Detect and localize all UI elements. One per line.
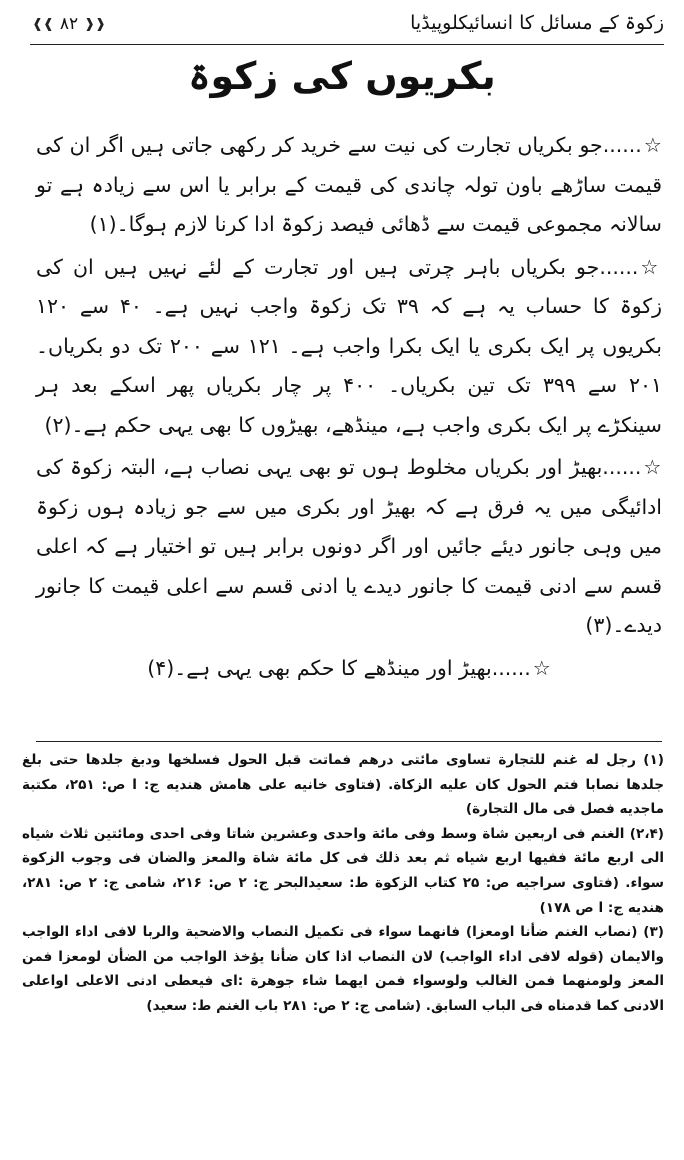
header-divider (30, 44, 664, 45)
book-title: زکوۃ کے مسائل کا انسائیکلوپیڈیا (410, 12, 664, 34)
paragraph-2 (36, 248, 662, 446)
footnote-3: (۳) (نصاب الغنم ضأنا اومعزا) فانهما سواء فى تكميل النصاب والاضحية والربا لافى اداء الواجب والايمان (قوله لافى اداء الواجب) لان النصاب اذا كان ضأنا يؤخذ الواجب من الضأن لومعزا فمن المعز ولومنهما فمن الغالب ولوسواء فمن ايهما شاء جوهرة :اى فيعطى ادنى الاعلى اواعلى الادنى كما قدمناه فى الباب السابق. (شامى ج: ۲ ص: ۲۸۱ باب الغنم ط: سعيد) (22, 924, 664, 1014)
star-icon: ☆ (532, 655, 551, 680)
chapter-title: بکریوں کی زکوۃ (188, 54, 496, 98)
page-number-box (30, 10, 108, 38)
footnote-1: (۱) رجل له غنم للتجارة تساوى مائتى درهم فماتت قبل الحول فسلخها ودبغ جلدها حتى بلغ جلدها نصابا فتم الحول كان عليه الزكاة. (فتاوى خانيه على هامش هنديه ج: ا ص: ۲۵۱، مكتبة ماجديه فصل فى مال التجارة) (22, 752, 664, 818)
star-icon: ☆ (643, 455, 662, 479)
paragraph-text: ......جو بکریاں تجارت کی نیت سے خرید کر رکھی جاتی ہیں اگر ان کی قیمت ساڑھے باون تولہ چاندی کی قیمت کے برابر یا اس سے زیادہ ہے تو سالانہ مجموعی قیمت سے ڈھائی فیصد زکوۃ ادا کرنا لازم ہوگا۔(۱) (36, 133, 662, 236)
footnote-divider (36, 741, 662, 742)
ornament-right-icon: ❱❱ (84, 16, 106, 32)
footnotes (22, 748, 664, 1019)
paragraph-4 (36, 649, 662, 689)
paragraph-text: ......بھیڑ اور مینڈھے کا حکم بھی یہی ہے۔(۴) (147, 655, 531, 680)
running-header (30, 6, 664, 46)
paragraph-1 (36, 126, 662, 245)
paragraph-text: ......بھیڑ اور بکریاں مخلوط ہوں تو بھی یہی نصاب ہے، البتہ زکوۃ کی ادائیگی میں یہ فرق ہے کہ بھیڑ اور بکری میں سے جو زیادہ ہوں زکوۃ میں وہی جانور دیئے جائیں اور اگر دونوں برابر ہیں تو اختیار ہے کہ اعلی قسم سے ادنی قیمت کا جانور دیدے یا ادنی قسم سے اعلی قیمت کا جانور دیدے۔(۳) (36, 455, 662, 637)
footnote-2: (۲،۴) الغنم فى اربعين شاة وسط وفى مائة واحدى وعشرين شاتا وفى احدى ومائتين ثلاث شياه الى اربع مائة ففيها اربع شياه ثم بعد ذلك فى كل مائة شاة والمعز والضان فى وجوب الزكوة سواء. (فتاوى سراجيه ص: ۲۵ كتاب الزكوة ط: سعيدالبحر ج: ۲ ص: ۲۱۶، شامى ج: ۲ ص: ۲۸۱، هنديه ج: ا ص ۱۷۸) (22, 825, 664, 916)
ornament-left-icon: ❰❰ (32, 16, 54, 32)
paragraph-text: ......جو بکریاں باہر چرتی ہیں اور تجارت کے لئے نہیں ہیں ان کی زکوۃ کا حساب یہ ہے کہ ۳۹ تک زکوۃ واجب نہیں ہے۔ ۴۰ سے ۱۲۰ بکریوں پر ایک بکری یا ایک بکرا واجب ہے۔ ۱۲۱ سے ۲۰۰ تک دو بکریاں۔ ۲۰۱ سے ۳۹۹ تک تین بکریاں۔ ۴۰۰ پر چار بکریاں پھر اسکے بعد ہر سینکڑے پر ایک بکری واجب ہے، مینڈھے، بھیڑوں کا بھی یہی حکم ہے۔(۲) (36, 254, 662, 437)
star-icon: ☆ (640, 254, 662, 279)
star-icon: ☆ (643, 133, 662, 157)
paragraph-3 (36, 448, 662, 646)
main-text (36, 126, 662, 688)
page-number: ۸۲ (59, 14, 79, 34)
